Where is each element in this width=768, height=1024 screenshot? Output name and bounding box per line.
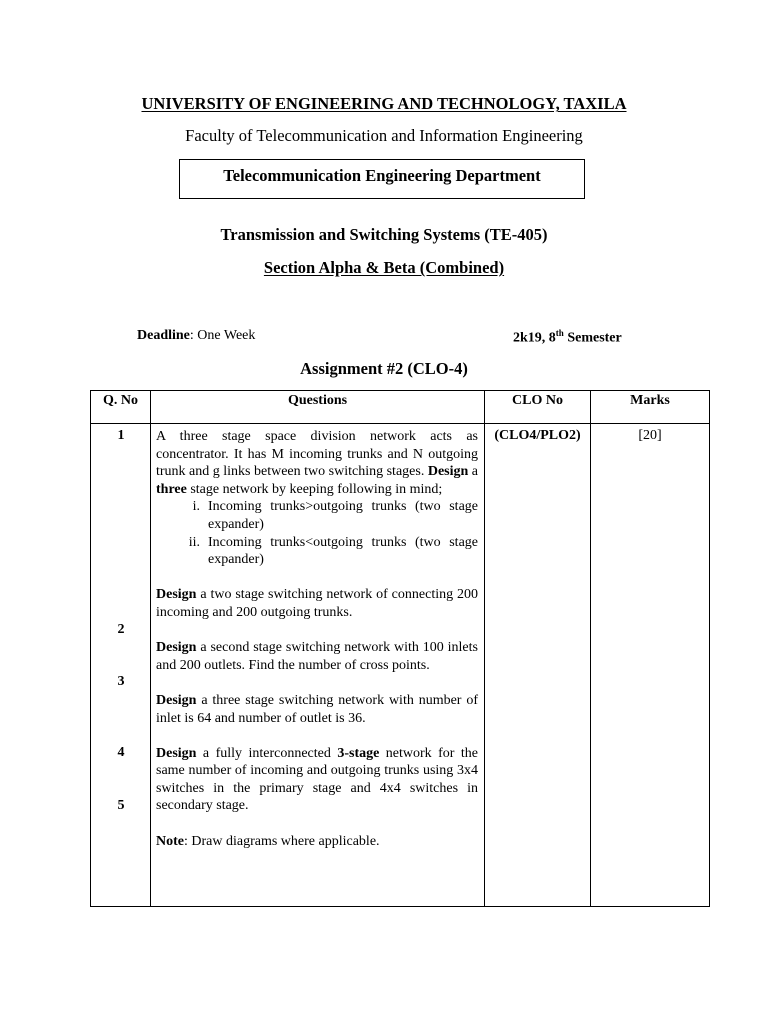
marks-value: [20] [638,428,662,443]
q1-subitem-i [156,498,478,533]
q5-bold: Design [156,745,197,761]
q3-text: a second stage switching network with 100 inlets and 200 outlets. Find the number of cross points. [156,640,478,673]
q2-bold: Design [156,587,197,603]
q5-bold-3stage: 3-stage [337,745,380,761]
clo-column [485,424,591,907]
note-label: Note [156,833,184,849]
faculty-name: Faculty of Telecommunication and Information Engineering [185,126,583,145]
qno-5: 5 [117,797,125,813]
q3-bold: Design [156,640,197,656]
q1-bold-three: three [156,481,187,497]
header-qno: Q. No [91,391,151,424]
note-text: : Draw diagrams where applicable. [184,833,380,849]
qno-1: 1 [117,428,125,443]
deadline-value: : One Week [189,328,256,343]
course-title: Transmission and Switching Systems (TE-405) [220,225,548,244]
semester [513,328,622,347]
qno-4: 4 [117,744,125,760]
section-title: Section Alpha & Beta (Combined) [263,258,505,277]
q1-text-c: stage network by keeping following in mind; [186,481,443,497]
semester-sup: th [555,328,564,338]
department-name: Telecommunication Engineering Department [223,166,541,185]
questions-table [90,390,710,907]
header-questions: Questions [151,391,485,424]
marks-column [591,424,710,907]
q5-text-a: a fully interconnected [196,745,338,761]
qno-3: 3 [117,674,125,690]
q2-text: a two stage switching network of connecting 200 incoming and 200 outgoing trunks. [156,587,478,620]
question-1 [156,428,478,569]
semester-prefix: 2k19, 8 [513,330,556,346]
table-body-row [91,424,710,907]
deadline [137,328,255,344]
q1-bold-design: Design [427,464,469,480]
question-2 [156,586,478,621]
questions-column [151,424,485,907]
q1-subitem-ii [156,534,478,569]
q4-bold: Design [156,692,197,708]
qno-column [91,424,151,907]
department-box [179,159,585,199]
q1-text-a: A three stage space division network acts as concentrator. It has M incoming trunks and N outgoing trunk and g links between two switching stages. [156,429,478,480]
note [156,833,478,851]
q4-text: a three stage switching network with number of inlet is 64 and number of outlet is 36. [156,692,478,726]
question-5 [156,745,478,815]
question-4 [156,692,478,727]
clo-value: (CLO4/PLO2) [494,428,581,443]
header-marks: Marks [591,391,710,424]
q1-subitem-i-marker: i. [192,499,200,515]
table-header-row [91,391,710,424]
q1-subitem-i-text: Incoming trunks>outgoing trunks (two stage expander) [208,499,478,532]
question-3 [156,639,478,674]
header-clo: CLO No [485,391,591,424]
semester-suffix: Semester [563,330,622,346]
q1-subitem-ii-marker: ii. [188,534,200,550]
deadline-label: Deadline [137,328,190,343]
q1-subitem-ii-text: Incoming trunks<outgoing trunks (two stage expander) [208,534,478,568]
university-title: UNIVERSITY OF ENGINEERING AND TECHNOLOGY, TAXILA [141,94,627,113]
q5-text-b: network for the same number of incoming and outgoing trunks using 3x4 switches in the primary stage and 4x4 switches in secondary stage. [156,745,478,814]
qno-2: 2 [117,621,125,637]
assignment-title: Assignment #2 (CLO-4) [300,359,468,378]
q1-text-b: a [468,464,478,480]
